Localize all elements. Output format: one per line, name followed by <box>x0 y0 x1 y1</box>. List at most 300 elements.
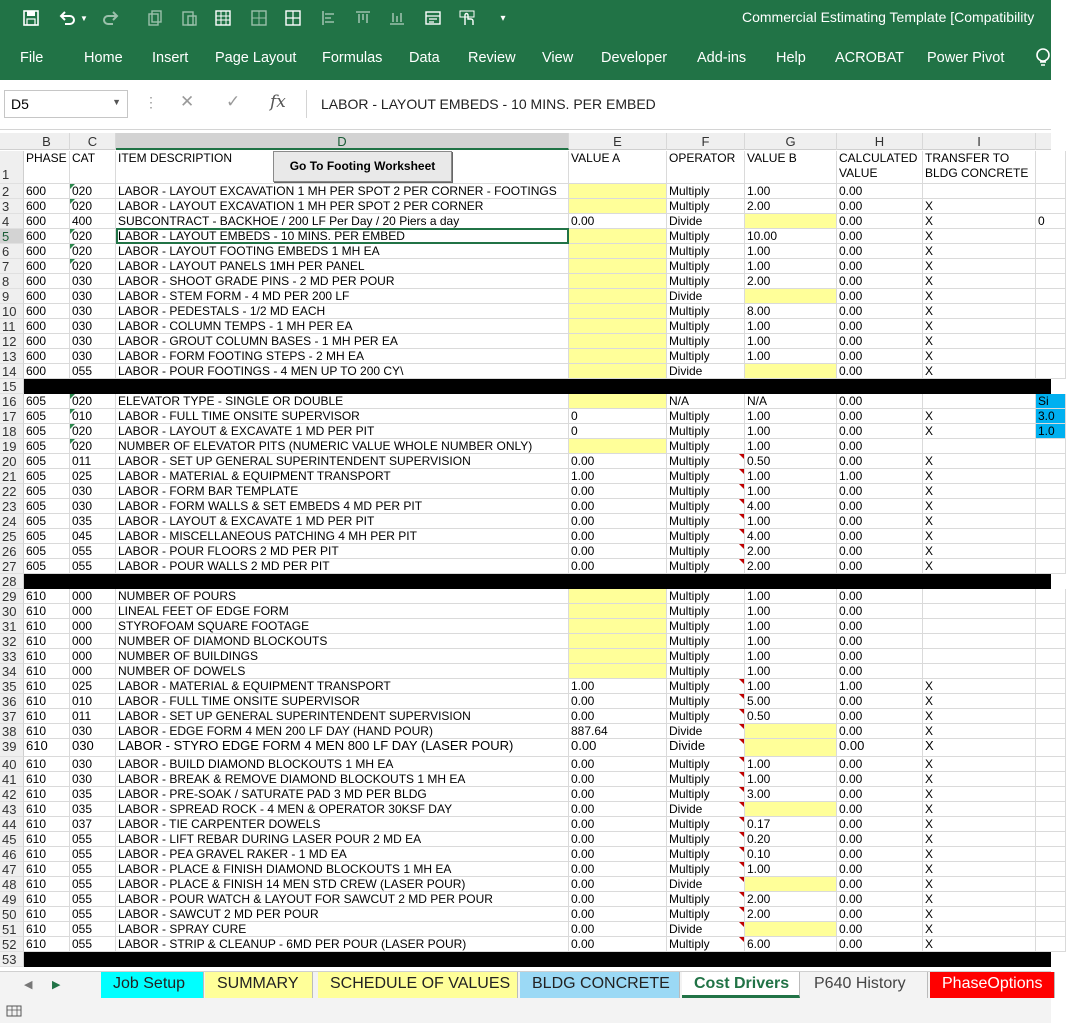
row-header[interactable]: 51 <box>0 922 24 937</box>
undo-icon[interactable] <box>56 6 78 30</box>
row-header[interactable]: 8 <box>0 274 24 289</box>
phase-cell[interactable]: 605 <box>24 514 70 529</box>
cat-cell[interactable]: 030 <box>70 724 116 739</box>
row-header[interactable]: 12 <box>0 334 24 349</box>
value-a-cell[interactable]: 0.00 <box>569 922 667 937</box>
phase-cell[interactable]: 605 <box>24 499 70 514</box>
item-description-cell[interactable]: LABOR - BUILD DIAMOND BLOCKOUTS 1 MH EA <box>116 757 569 772</box>
sheet-tab-schedule-of-values[interactable]: SCHEDULE OF VALUES <box>318 972 518 998</box>
extra-cell[interactable] <box>1036 499 1066 514</box>
tab-home[interactable]: Home <box>84 50 123 66</box>
value-a-cell[interactable]: 0.00 <box>569 817 667 832</box>
tab-insert[interactable]: Insert <box>152 50 189 66</box>
phase-cell[interactable]: 605 <box>24 529 70 544</box>
value-a-cell[interactable] <box>569 349 667 364</box>
calculated-value-cell[interactable]: 0.00 <box>837 634 923 649</box>
calculated-value-cell[interactable]: 0.00 <box>837 772 923 787</box>
phase-cell[interactable]: 605 <box>24 484 70 499</box>
customize-qat-icon[interactable]: ▾ <box>500 12 506 24</box>
calculated-value-cell[interactable]: 0.00 <box>837 817 923 832</box>
extra-cell[interactable] <box>1036 229 1066 244</box>
value-b-cell[interactable]: 1.00 <box>745 424 837 439</box>
value-a-cell[interactable] <box>569 259 667 274</box>
value-b-cell[interactable]: 1.00 <box>745 334 837 349</box>
value-b-cell[interactable]: 2.00 <box>745 559 837 574</box>
item-description-cell[interactable]: LABOR - POUR WALLS 2 MD PER PIT <box>116 559 569 574</box>
transfer-cell[interactable]: X <box>923 559 1036 574</box>
operator-cell[interactable]: Multiply <box>667 529 745 544</box>
calculated-value-cell[interactable]: 0.00 <box>837 364 923 379</box>
cat-cell[interactable]: 000 <box>70 604 116 619</box>
cat-cell[interactable]: 030 <box>70 304 116 319</box>
transfer-cell[interactable]: X <box>923 349 1036 364</box>
calculated-value-cell[interactable]: 0.00 <box>837 724 923 739</box>
phase-cell[interactable]: 605 <box>24 469 70 484</box>
value-a-cell[interactable]: 0.00 <box>569 529 667 544</box>
transfer-cell[interactable]: X <box>923 304 1036 319</box>
transfer-cell[interactable] <box>923 589 1036 604</box>
tab-help[interactable]: Help <box>776 50 806 66</box>
calculated-value-cell[interactable]: 0.00 <box>837 304 923 319</box>
cat-cell[interactable]: 000 <box>70 634 116 649</box>
row-header[interactable]: 22 <box>0 484 24 499</box>
item-description-cell[interactable]: LABOR - SET UP GENERAL SUPERINTENDENT SUPERVISION <box>116 454 569 469</box>
transfer-cell[interactable]: X <box>923 499 1036 514</box>
cat-cell[interactable]: 030 <box>70 484 116 499</box>
extra-cell[interactable] <box>1036 349 1066 364</box>
transfer-cell[interactable]: X <box>923 274 1036 289</box>
calculated-value-cell[interactable]: 0.00 <box>837 862 923 877</box>
more-options-icon[interactable]: ⋮ <box>144 94 158 110</box>
phase-cell[interactable]: 610 <box>24 922 70 937</box>
phase-header[interactable]: PHASE <box>24 151 70 184</box>
extra-cell[interactable] <box>1036 772 1066 787</box>
phase-cell[interactable]: 600 <box>24 244 70 259</box>
column-header-e[interactable]: E <box>569 133 667 150</box>
calculated-value-cell[interactable]: 0.00 <box>837 484 923 499</box>
phase-cell[interactable]: 605 <box>24 424 70 439</box>
value-a-header[interactable]: VALUE A <box>569 151 667 184</box>
extra-cell[interactable]: Si <box>1036 394 1066 409</box>
operator-cell[interactable]: Multiply <box>667 424 745 439</box>
item-description-cell[interactable]: LABOR - LIFT REBAR DURING LASER POUR 2 MD EA <box>116 832 569 847</box>
value-b-cell[interactable]: 4.00 <box>745 529 837 544</box>
value-a-cell[interactable]: 887.64 <box>569 724 667 739</box>
operator-cell[interactable]: Multiply <box>667 634 745 649</box>
transfer-cell[interactable]: X <box>923 772 1036 787</box>
row-header[interactable]: 16 <box>0 394 24 409</box>
column-header-b[interactable]: B <box>24 133 70 150</box>
value-b-cell[interactable]: 0.10 <box>745 847 837 862</box>
item-description-cell[interactable]: LABOR - PEDESTALS - 1/2 MD EACH <box>116 304 569 319</box>
transfer-cell[interactable]: X <box>923 319 1036 334</box>
extra-cell[interactable] <box>1036 559 1066 574</box>
extra-cell[interactable] <box>1036 757 1066 772</box>
operator-cell[interactable]: Divide <box>667 922 745 937</box>
grid-icon[interactable] <box>282 6 304 30</box>
value-a-cell[interactable] <box>569 664 667 679</box>
row-header[interactable]: 18 <box>0 424 24 439</box>
value-a-cell[interactable]: 0 <box>569 424 667 439</box>
value-a-cell[interactable]: 0.00 <box>569 787 667 802</box>
extra-cell[interactable] <box>1036 364 1066 379</box>
extra-cell[interactable]: 3.0 <box>1036 409 1066 424</box>
operator-cell[interactable]: Multiply <box>667 319 745 334</box>
value-b-header[interactable]: VALUE B <box>745 151 837 184</box>
calculated-value-cell[interactable]: 1.00 <box>837 469 923 484</box>
extra-cell[interactable] <box>1036 709 1066 724</box>
value-b-cell[interactable]: 8.00 <box>745 304 837 319</box>
cat-cell[interactable]: 000 <box>70 664 116 679</box>
calculated-value-cell[interactable]: 0.00 <box>837 589 923 604</box>
row-header[interactable]: 43 <box>0 802 24 817</box>
value-b-cell[interactable] <box>745 922 837 937</box>
transfer-cell[interactable]: X <box>923 877 1036 892</box>
operator-cell[interactable]: Divide <box>667 877 745 892</box>
row-header[interactable]: 24 <box>0 514 24 529</box>
operator-cell[interactable]: Multiply <box>667 409 745 424</box>
cat-cell[interactable]: 020 <box>70 199 116 214</box>
row-header[interactable]: 42 <box>0 787 24 802</box>
transfer-cell[interactable]: X <box>923 787 1036 802</box>
phase-cell[interactable]: 600 <box>24 319 70 334</box>
operator-cell[interactable]: Multiply <box>667 229 745 244</box>
calculated-value-cell[interactable]: 0.00 <box>837 529 923 544</box>
cat-cell[interactable]: 020 <box>70 244 116 259</box>
row-header[interactable]: 17 <box>0 409 24 424</box>
row-header[interactable]: 5 <box>0 229 24 244</box>
row-header[interactable]: 50 <box>0 907 24 922</box>
copy-icon[interactable] <box>144 6 166 30</box>
row-header[interactable]: 49 <box>0 892 24 907</box>
transfer-cell[interactable]: X <box>923 724 1036 739</box>
item-description-cell[interactable]: LABOR - PRE-SOAK / SATURATE PAD 3 MD PER BLDG <box>116 787 569 802</box>
item-description-cell[interactable]: ELEVATOR TYPE - SINGLE OR DOUBLE <box>116 394 569 409</box>
value-a-cell[interactable]: 1.00 <box>569 469 667 484</box>
transfer-cell[interactable]: X <box>923 334 1036 349</box>
transfer-cell[interactable] <box>923 619 1036 634</box>
phase-cell[interactable]: 605 <box>24 454 70 469</box>
phase-cell[interactable]: 610 <box>24 589 70 604</box>
cat-cell[interactable]: 010 <box>70 409 116 424</box>
transfer-cell[interactable] <box>923 664 1036 679</box>
row-header[interactable]: 6 <box>0 244 24 259</box>
value-a-cell[interactable] <box>569 289 667 304</box>
transfer-cell[interactable]: X <box>923 892 1036 907</box>
operator-cell[interactable]: Multiply <box>667 589 745 604</box>
cat-cell[interactable]: 055 <box>70 847 116 862</box>
transfer-cell[interactable]: X <box>923 544 1036 559</box>
item-description-cell[interactable]: NUMBER OF POURS <box>116 589 569 604</box>
touch-mode-icon[interactable] <box>456 6 478 30</box>
phase-cell[interactable]: 610 <box>24 847 70 862</box>
row-header[interactable]: 29 <box>0 589 24 604</box>
transfer-cell[interactable]: X <box>923 739 1036 757</box>
column-header-c[interactable]: C <box>70 133 116 150</box>
phase-cell[interactable]: 600 <box>24 349 70 364</box>
cat-cell[interactable]: 055 <box>70 937 116 952</box>
operator-cell[interactable]: Multiply <box>667 649 745 664</box>
item-description-cell[interactable]: LABOR - LAYOUT EXCAVATION 1 MH PER SPOT 2 PER CORNER <box>116 199 569 214</box>
phase-cell[interactable]: 610 <box>24 802 70 817</box>
calculated-value-cell[interactable]: 0.00 <box>837 877 923 892</box>
value-b-cell[interactable]: 2.00 <box>745 274 837 289</box>
row-header[interactable]: 23 <box>0 499 24 514</box>
item-description-header[interactable]: ITEM DESCRIPTION <box>116 151 569 184</box>
phase-cell[interactable]: 610 <box>24 739 70 757</box>
phase-cell[interactable]: 610 <box>24 832 70 847</box>
value-a-cell[interactable] <box>569 244 667 259</box>
value-b-cell[interactable]: N/A <box>745 394 837 409</box>
transfer-cell[interactable]: X <box>923 709 1036 724</box>
transfer-cell[interactable]: X <box>923 364 1036 379</box>
value-a-cell[interactable]: 0 <box>569 409 667 424</box>
cat-header[interactable]: CAT <box>70 151 116 184</box>
cat-cell[interactable]: 055 <box>70 907 116 922</box>
value-a-cell[interactable]: 1.00 <box>569 679 667 694</box>
item-description-cell[interactable]: LABOR - LAYOUT PANELS 1MH PER PANEL <box>116 259 569 274</box>
phase-cell[interactable]: 600 <box>24 289 70 304</box>
tab-acrobat[interactable]: ACROBAT <box>835 50 905 66</box>
transfer-cell[interactable] <box>923 439 1036 454</box>
scroll-tabs-right-icon[interactable]: ▶ <box>52 979 61 991</box>
value-b-cell[interactable]: 1.00 <box>745 634 837 649</box>
extra-cell[interactable] <box>1036 877 1066 892</box>
extra-cell[interactable] <box>1036 937 1066 952</box>
cat-cell[interactable]: 000 <box>70 649 116 664</box>
operator-cell[interactable]: Multiply <box>667 709 745 724</box>
operator-cell[interactable]: Multiply <box>667 772 745 787</box>
row-header[interactable]: 26 <box>0 544 24 559</box>
item-description-cell[interactable]: LABOR - POUR FLOORS 2 MD PER PIT <box>116 544 569 559</box>
cat-cell[interactable]: 011 <box>70 709 116 724</box>
calculated-value-cell[interactable]: 0.00 <box>837 439 923 454</box>
value-a-cell[interactable] <box>569 364 667 379</box>
phase-cell[interactable]: 605 <box>24 559 70 574</box>
calculated-value-cell[interactable]: 0.00 <box>837 229 923 244</box>
item-description-cell[interactable]: LABOR - FORM WALLS & SET EMBEDS 4 MD PER PIT <box>116 499 569 514</box>
value-b-cell[interactable]: 6.00 <box>745 937 837 952</box>
cat-cell[interactable]: 025 <box>70 679 116 694</box>
undo-dropdown-icon[interactable]: ▼ <box>80 13 88 23</box>
item-description-cell[interactable]: LABOR - SPREAD ROCK - 4 MEN & OPERATOR 30KSF DAY <box>116 802 569 817</box>
row-header[interactable]: 15 <box>0 379 24 394</box>
item-description-cell[interactable]: STYROFOAM SQUARE FOOTAGE <box>116 619 569 634</box>
phase-cell[interactable]: 605 <box>24 439 70 454</box>
row-header[interactable]: 45 <box>0 832 24 847</box>
value-b-cell[interactable]: 1.00 <box>745 862 837 877</box>
operator-cell[interactable]: Multiply <box>667 349 745 364</box>
tab-developer[interactable]: Developer <box>601 50 668 66</box>
item-description-cell[interactable]: LABOR - LAYOUT EXCAVATION 1 MH PER SPOT 2 PER CORNER - FOOTINGS <box>116 184 569 199</box>
value-a-cell[interactable]: 0.00 <box>569 937 667 952</box>
transfer-cell[interactable] <box>923 604 1036 619</box>
phase-cell[interactable]: 600 <box>24 259 70 274</box>
row-header[interactable]: 41 <box>0 772 24 787</box>
operator-cell[interactable]: Multiply <box>667 439 745 454</box>
value-b-cell[interactable]: 1.00 <box>745 319 837 334</box>
extra-cell[interactable] <box>1036 529 1066 544</box>
table-icon[interactable] <box>212 6 234 30</box>
item-description-cell[interactable]: LABOR - SPRAY CURE <box>116 922 569 937</box>
item-description-cell[interactable]: LABOR - BREAK & REMOVE DIAMOND BLOCKOUTS 1 MH EA <box>116 772 569 787</box>
cat-cell[interactable]: 020 <box>70 394 116 409</box>
calculated-value-cell[interactable]: 0.00 <box>837 802 923 817</box>
value-a-cell[interactable]: 0.00 <box>569 214 667 229</box>
tab-data[interactable]: Data <box>409 50 440 66</box>
item-description-cell[interactable]: LABOR - COLUMN TEMPS - 1 MH PER EA <box>116 319 569 334</box>
operator-cell[interactable]: Multiply <box>667 892 745 907</box>
macro-record-icon[interactable] <box>6 1005 22 1017</box>
item-description-cell[interactable]: NUMBER OF BUILDINGS <box>116 649 569 664</box>
operator-cell[interactable]: Multiply <box>667 619 745 634</box>
row-header[interactable]: 3 <box>0 199 24 214</box>
row-header[interactable]: 28 <box>0 574 24 589</box>
row-header[interactable]: 4 <box>0 214 24 229</box>
column-header-i[interactable]: I <box>923 133 1036 150</box>
insert-function-icon[interactable]: fx <box>270 92 286 112</box>
value-a-cell[interactable]: 0.00 <box>569 892 667 907</box>
paste-icon[interactable] <box>178 6 200 30</box>
extra-cell[interactable] <box>1036 469 1066 484</box>
extra-cell[interactable] <box>1036 199 1066 214</box>
extra-cell[interactable] <box>1036 664 1066 679</box>
phase-cell[interactable]: 610 <box>24 772 70 787</box>
extra-cell[interactable] <box>1036 847 1066 862</box>
calculated-value-cell[interactable]: 0.00 <box>837 184 923 199</box>
extra-cell[interactable] <box>1036 832 1066 847</box>
operator-cell[interactable]: Multiply <box>667 334 745 349</box>
value-a-cell[interactable]: 0.00 <box>569 709 667 724</box>
extra-cell[interactable] <box>1036 817 1066 832</box>
operator-header[interactable]: OPERATOR <box>667 151 745 184</box>
calculated-value-cell[interactable]: 0.00 <box>837 199 923 214</box>
value-b-cell[interactable]: 1.00 <box>745 409 837 424</box>
row-header[interactable]: 30 <box>0 604 24 619</box>
extra-cell[interactable] <box>1036 649 1066 664</box>
item-description-cell[interactable]: NUMBER OF DIAMOND BLOCKOUTS <box>116 634 569 649</box>
cat-cell[interactable]: 055 <box>70 559 116 574</box>
value-b-cell[interactable]: 1.00 <box>745 349 837 364</box>
calculated-value-cell[interactable]: 0.00 <box>837 907 923 922</box>
operator-cell[interactable]: Multiply <box>667 454 745 469</box>
extra-cell[interactable] <box>1036 679 1066 694</box>
tab-page-layout[interactable]: Page Layout <box>215 50 297 66</box>
value-a-cell[interactable] <box>569 649 667 664</box>
value-b-cell[interactable] <box>745 739 837 757</box>
value-b-cell[interactable]: 1.00 <box>745 589 837 604</box>
operator-cell[interactable]: Multiply <box>667 499 745 514</box>
calculated-value-cell[interactable]: 0.00 <box>837 514 923 529</box>
extra-cell[interactable] <box>1036 589 1066 604</box>
sheet-tab-bldg-concrete[interactable]: BLDG CONCRETE <box>520 972 680 998</box>
extra-cell[interactable] <box>1036 544 1066 559</box>
tab-file[interactable]: File <box>20 50 44 66</box>
value-a-cell[interactable] <box>569 229 667 244</box>
row-header[interactable]: 31 <box>0 619 24 634</box>
item-description-cell[interactable]: LABOR - FORM FOOTING STEPS - 2 MH EA <box>116 349 569 364</box>
value-a-cell[interactable]: 0.00 <box>569 694 667 709</box>
operator-cell[interactable]: Multiply <box>667 559 745 574</box>
transfer-cell[interactable]: X <box>923 832 1036 847</box>
transfer-cell[interactable]: X <box>923 937 1036 952</box>
lightbulb-icon[interactable] <box>1033 47 1053 69</box>
cat-cell[interactable]: 020 <box>70 424 116 439</box>
operator-cell[interactable]: Divide <box>667 289 745 304</box>
row-header[interactable]: 7 <box>0 259 24 274</box>
value-a-cell[interactable] <box>569 304 667 319</box>
value-b-cell[interactable]: 1.00 <box>745 259 837 274</box>
calculated-value-cell[interactable]: 0.00 <box>837 694 923 709</box>
cat-cell[interactable]: 020 <box>70 229 116 244</box>
value-b-cell[interactable]: 1.00 <box>745 619 837 634</box>
extra-cell[interactable] <box>1036 862 1066 877</box>
column-header-g[interactable]: G <box>745 133 837 150</box>
item-description-cell[interactable]: LABOR - LAYOUT FOOTING EMBEDS 1 MH EA <box>116 244 569 259</box>
row-header[interactable]: 39 <box>0 739 24 757</box>
formula-input[interactable]: LABOR - LAYOUT EMBEDS - 10 MINS. PER EMBED <box>306 90 1046 118</box>
operator-cell[interactable]: Multiply <box>667 847 745 862</box>
value-a-cell[interactable]: 0.00 <box>569 847 667 862</box>
save-icon[interactable] <box>20 6 42 30</box>
value-b-cell[interactable]: 1.00 <box>745 244 837 259</box>
value-a-cell[interactable]: 0.00 <box>569 802 667 817</box>
value-a-cell[interactable]: 0.00 <box>569 877 667 892</box>
transfer-cell[interactable] <box>923 184 1036 199</box>
cat-cell[interactable]: 030 <box>70 739 116 757</box>
sheet-tab-job-setup[interactable]: Job Setup <box>101 972 204 998</box>
value-b-cell[interactable]: 1.00 <box>745 664 837 679</box>
column-header-f[interactable]: F <box>667 133 745 150</box>
calculated-value-cell[interactable]: 0.00 <box>837 334 923 349</box>
transfer-cell[interactable]: X <box>923 424 1036 439</box>
calculated-value-cell[interactable]: 0.00 <box>837 214 923 229</box>
row-header[interactable]: 10 <box>0 304 24 319</box>
value-b-cell[interactable]: 0.50 <box>745 454 837 469</box>
row-header[interactable]: 52 <box>0 937 24 952</box>
item-description-cell[interactable]: LABOR - PLACE & FINISH DIAMOND BLOCKOUTS 1 MH EA <box>116 862 569 877</box>
transfer-cell[interactable] <box>923 634 1036 649</box>
calculated-value-cell[interactable]: 0.00 <box>837 649 923 664</box>
align-top-icon[interactable] <box>352 6 374 30</box>
cat-cell[interactable]: 030 <box>70 274 116 289</box>
cat-cell[interactable]: 020 <box>70 259 116 274</box>
chevron-down-icon[interactable]: ▼ <box>112 97 121 107</box>
sheet-tab-phaseoptions[interactable]: PhaseOptions <box>930 972 1055 998</box>
calculated-value-cell[interactable]: 0.00 <box>837 259 923 274</box>
item-description-cell[interactable]: LABOR - POUR FOOTINGS - 4 MEN UP TO 200 CY\ <box>116 364 569 379</box>
row-header[interactable]: 11 <box>0 319 24 334</box>
transfer-cell[interactable]: X <box>923 679 1036 694</box>
phase-cell[interactable]: 610 <box>24 709 70 724</box>
phase-cell[interactable]: 610 <box>24 694 70 709</box>
form-icon[interactable] <box>422 6 444 30</box>
cat-cell[interactable]: 020 <box>70 439 116 454</box>
calculated-value-cell[interactable]: 0.00 <box>837 559 923 574</box>
extra-cell[interactable] <box>1036 334 1066 349</box>
extra-cell[interactable] <box>1036 604 1066 619</box>
item-description-cell[interactable]: LABOR - GROUT COLUMN BASES - 1 MH PER EA <box>116 334 569 349</box>
extra-cell[interactable] <box>1036 319 1066 334</box>
align-bottom-icon[interactable] <box>386 6 408 30</box>
phase-cell[interactable]: 610 <box>24 862 70 877</box>
cat-cell[interactable]: 000 <box>70 619 116 634</box>
operator-cell[interactable]: Multiply <box>667 832 745 847</box>
cat-cell[interactable]: 400 <box>70 214 116 229</box>
cat-cell[interactable]: 035 <box>70 787 116 802</box>
item-description-cell[interactable]: LABOR - TIE CARPENTER DOWELS <box>116 817 569 832</box>
row-header[interactable]: 36 <box>0 694 24 709</box>
